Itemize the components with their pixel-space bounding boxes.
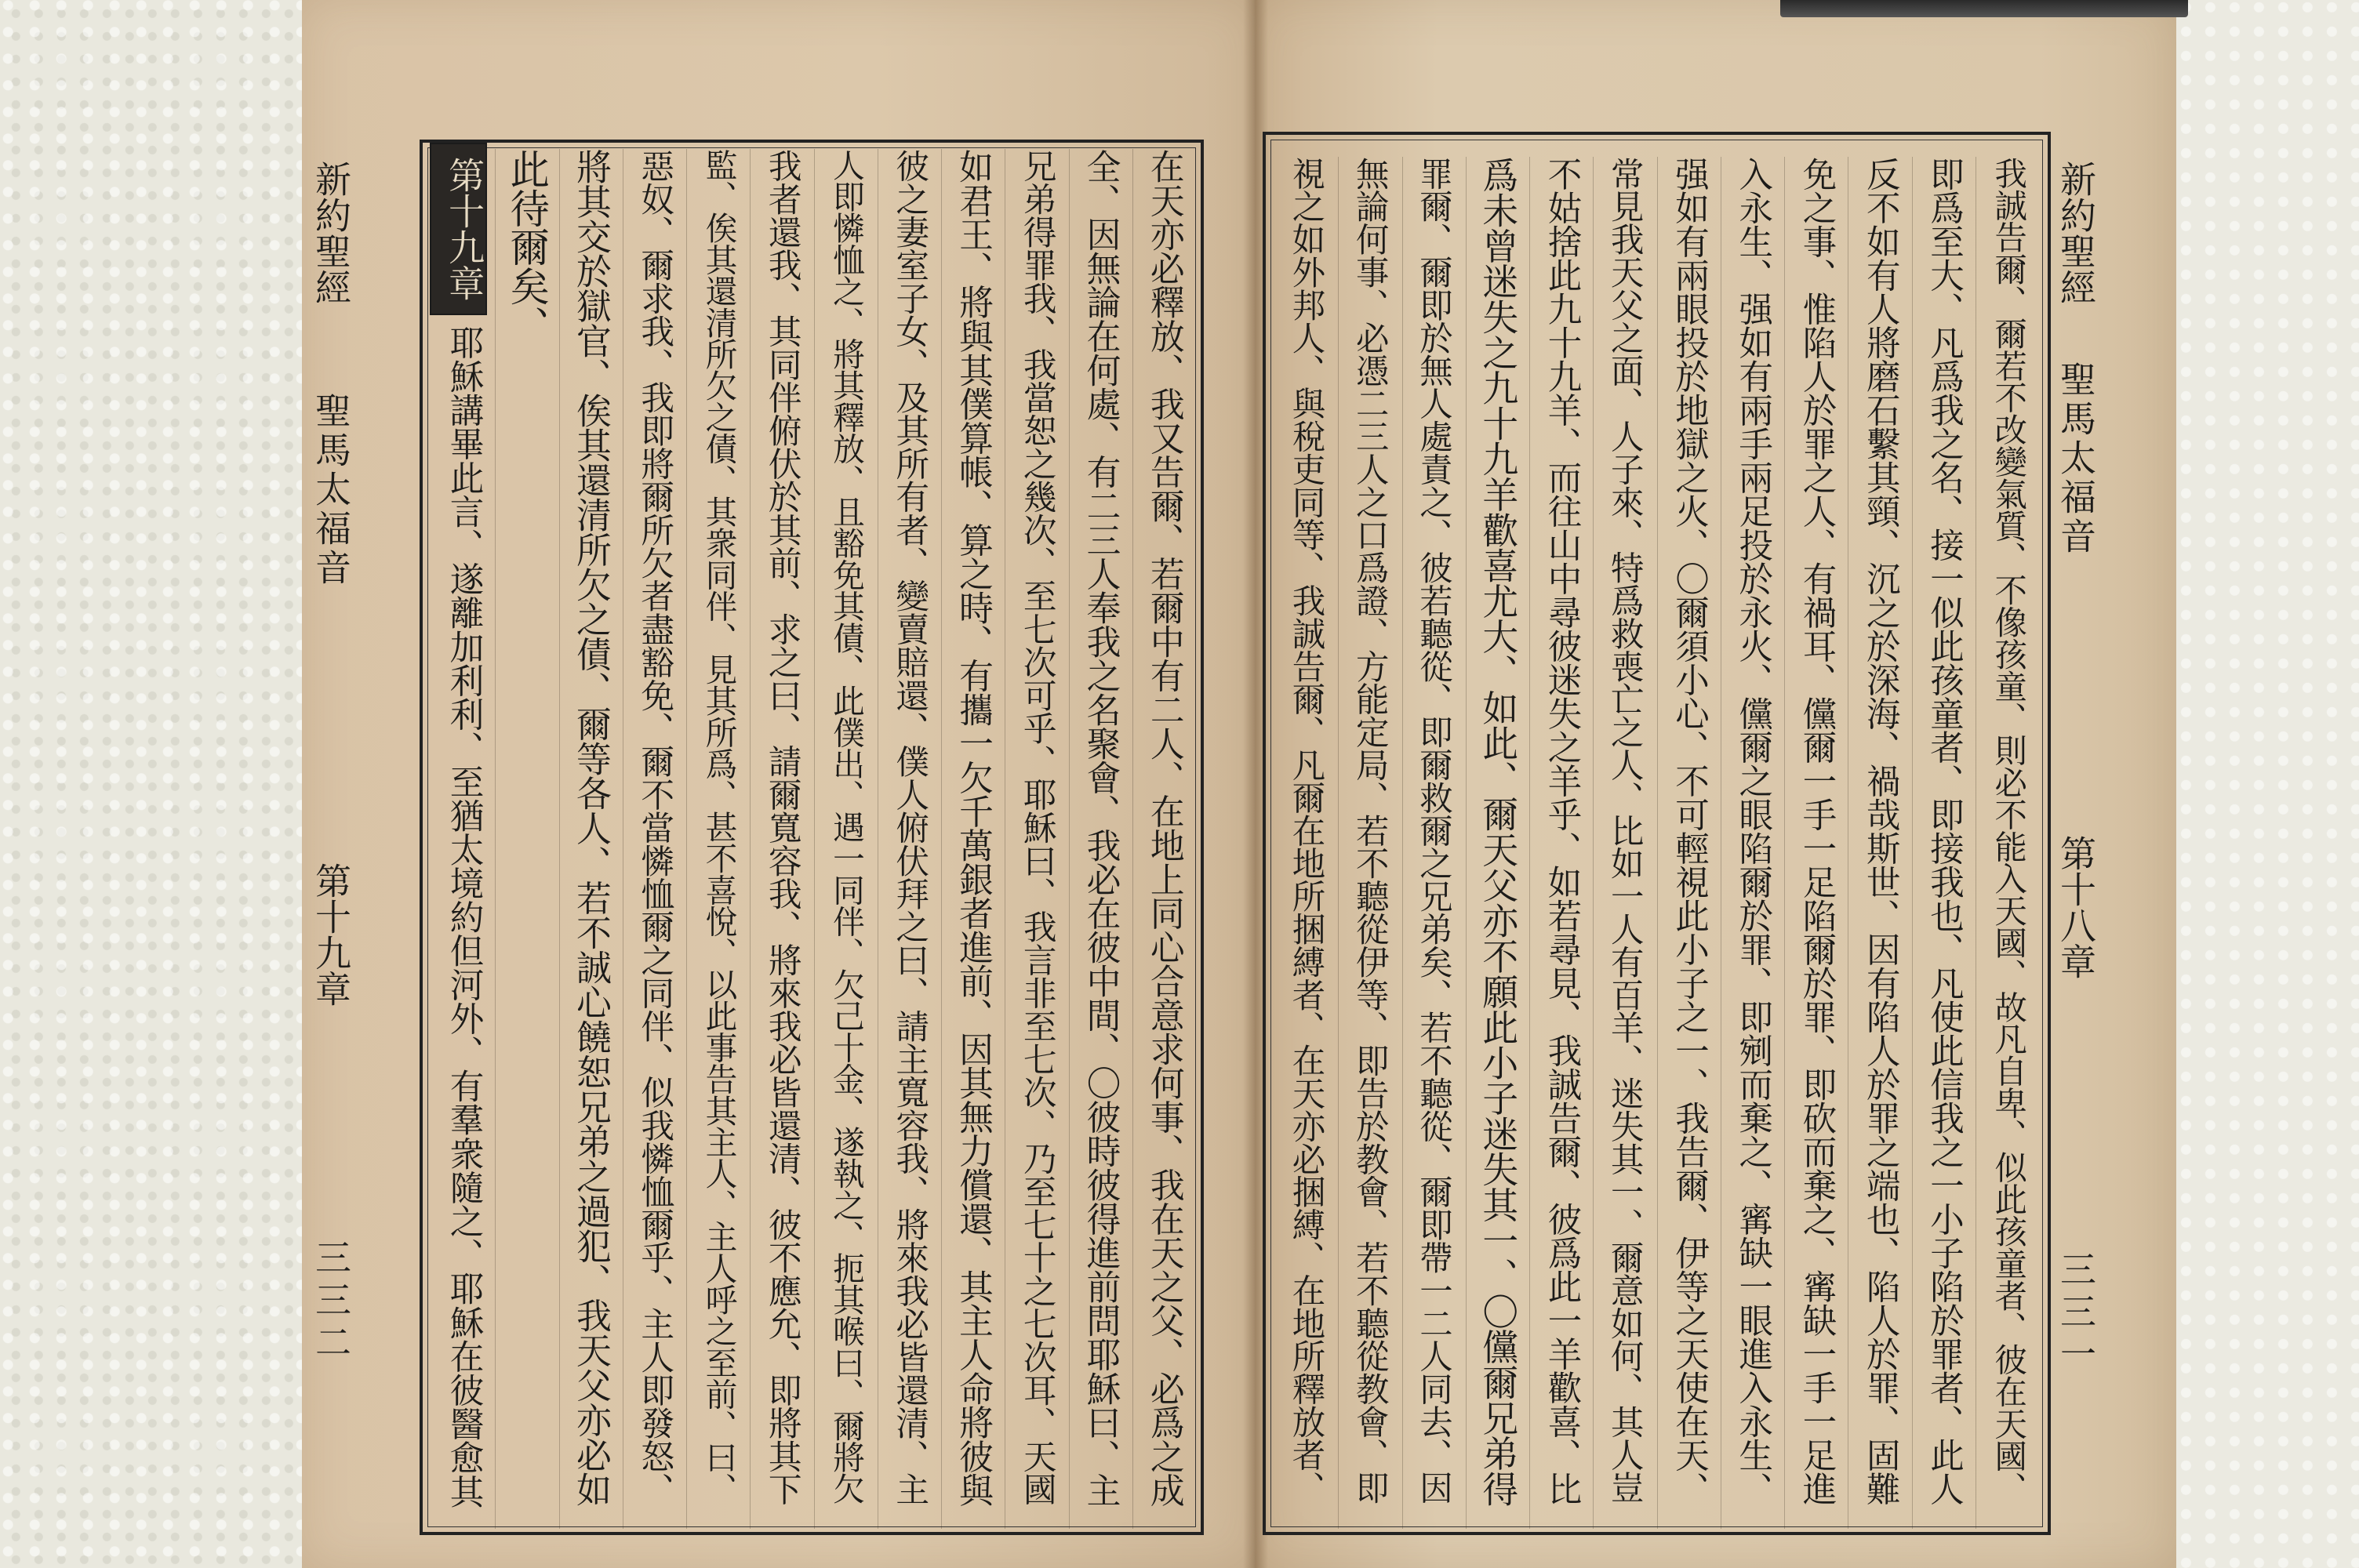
text-column: 我誠告爾、爾若不改變氣質、不像孩童、則必不能入天國、故凡自卑、似此孩童者、彼在天國、 — [1989, 157, 2027, 1504]
text-column: 此待爾矣、 — [503, 149, 551, 345]
text-column: 即爲至大、凡爲我之名、接一似此孩童者、即接我也、凡使此信我之一小子陷於罪者、此人 — [1925, 157, 1964, 1505]
text-column: 彼之妻室子女、及其所有者、變賣賠還、僕人俯伏拜之曰、請主寬容我、將來我必皆還清、主 — [890, 149, 930, 1506]
left-margin-book: 聖馬太福音 — [310, 392, 352, 588]
text-column: 如君王、將與其僕算帳、算之時、有攜一欠千萬銀者進前、因其無力償還、其主人命將彼與 — [953, 149, 994, 1507]
text-column: 入永生、强如有兩手兩足投於永火、儻爾之眼陷爾於罪、即剜而棄之、寗缺一眼進入永生、 — [1733, 157, 1773, 1505]
text-column: 人即憐恤之、將其釋放、且豁免其債、此僕出、遇一同伴、欠己十金、遂執之、扼其喉曰、爾將欠 — [827, 149, 865, 1504]
column-rule — [750, 149, 751, 1529]
text-column: 强如有兩眼投於地獄之火、〇爾須小心、不可輕視此小子之一、我告爾、伊等之天使在天、 — [1670, 157, 1709, 1505]
text-column: 全、因無論在何處、有二三人奉我之名聚會、我必在彼中間、〇彼時彼得進前問耶穌曰、主 — [1081, 149, 1121, 1507]
text-column: 無論何事、必憑二三人之口爲證、方能定局、若不聽從伊等、即告於教會、若不聽從教會、即 — [1350, 157, 1390, 1504]
backdrop-cloth-right — [2176, 0, 2359, 1568]
column-rule — [1593, 157, 1594, 1529]
column-rule — [1657, 157, 1658, 1529]
left-page-number: 三三二 — [310, 1239, 352, 1366]
text-column: 我者還我、其同伴俯伏於其前、求之曰、請爾寬容我、將來我必皆還清、彼不應允、即將其下 — [762, 149, 802, 1506]
right-margin-title: 新約聖經 — [2055, 161, 2097, 305]
column-rule — [495, 149, 496, 1529]
column-rule — [559, 149, 560, 1529]
right-margin-chapter: 第十八章 — [2055, 835, 2097, 979]
backdrop-cloth-left — [0, 0, 314, 1568]
text-column: 在天亦必釋放、我又告爾、若爾中有二人、在地上同心合意求何事、我在天之父、必爲之成 — [1144, 149, 1185, 1507]
left-text-columns — [431, 149, 1196, 1529]
column-rule — [1529, 157, 1530, 1529]
right-text-columns — [1274, 157, 2039, 1529]
text-column: 兄弟得罪我、我當恕之幾次、至七次可乎、耶穌曰、我言非至七次、乃至七十之七次耳、天國 — [1017, 149, 1057, 1506]
column-rule — [1069, 149, 1070, 1529]
column-rule — [1132, 149, 1133, 1529]
column-rule — [1912, 157, 1913, 1529]
column-rule — [686, 149, 687, 1529]
text-column: 視之如外邦人、與稅吏同等、我誠告爾、凡爾在地所捆縛者、在天亦必捆縛、在地所釋放者、 — [1287, 157, 1326, 1504]
text-column: 惡奴、爾求我、我即將爾所欠者盡豁免、爾不當憐恤爾之同伴、似我憐恤爾乎、主人即發怒、 — [635, 149, 675, 1506]
text-column: 罪爾、爾即於無人處責之、彼若聽從、即爾救爾之兄弟矣、若不聽從、爾即帶一二人同去、因 — [1415, 157, 1453, 1504]
column-rule — [1402, 157, 1403, 1529]
column-rule — [941, 149, 942, 1529]
column-rule — [1466, 157, 1467, 1529]
text-column: 將其交於獄官、俟其還清所欠之債、爾等各人、若不誠心饒恕兄弟之過犯、我天父亦必如 — [570, 149, 612, 1507]
right-margin-book: 聖馬太福音 — [2055, 361, 2097, 557]
text-column: 監、俟其還清所欠之債、其衆同伴、見其所爲、甚不喜悅、以此事告其主人、主人呼之至前、曰、 — [700, 149, 738, 1504]
text-column: 不姑捨此九十九羊、而往山中尋彼迷失之羊乎、如若尋見、我誠告爾、彼爲此一羊歡喜、比 — [1542, 157, 1582, 1505]
chapter-heading: 第十九章 — [430, 143, 487, 315]
left-margin-chapter: 第十九章 — [310, 862, 352, 1007]
text-column: 免之事、惟陷人於罪之人、有禍耳、儻爾一手一足陷爾於罪、即砍而棄之、寗缺一手一足進 — [1797, 157, 1837, 1505]
text-column: 爲未曾迷失之九十九羊歡喜尤大、如此、爾天父亦不願此小子迷失其一、〇儻爾兄弟得 — [1477, 157, 1520, 1507]
right-page-number: 三三一 — [2055, 1250, 2097, 1377]
column-rule — [1338, 157, 1339, 1529]
text-column: 耶穌講畢此言、遂離加利利、至猶太境約但河外、有羣衆隨之、耶穌在彼醫愈其 — [444, 325, 484, 1508]
text-column: 反不如有人將磨石繫其頸、沉之於深海、禍哉斯世、因有陷人於罪之端也、陷人於罪、固難 — [1860, 157, 1900, 1505]
binder-clip — [1780, 0, 2188, 17]
column-rule — [1784, 157, 1785, 1529]
column-rule — [814, 149, 815, 1529]
left-margin-title: 新約聖經 — [310, 161, 352, 305]
text-column: 常見我天父之面、人子來、特爲救喪亡之人、比如一人有百羊、迷失其一、爾意如何、其人豈 — [1605, 157, 1645, 1504]
